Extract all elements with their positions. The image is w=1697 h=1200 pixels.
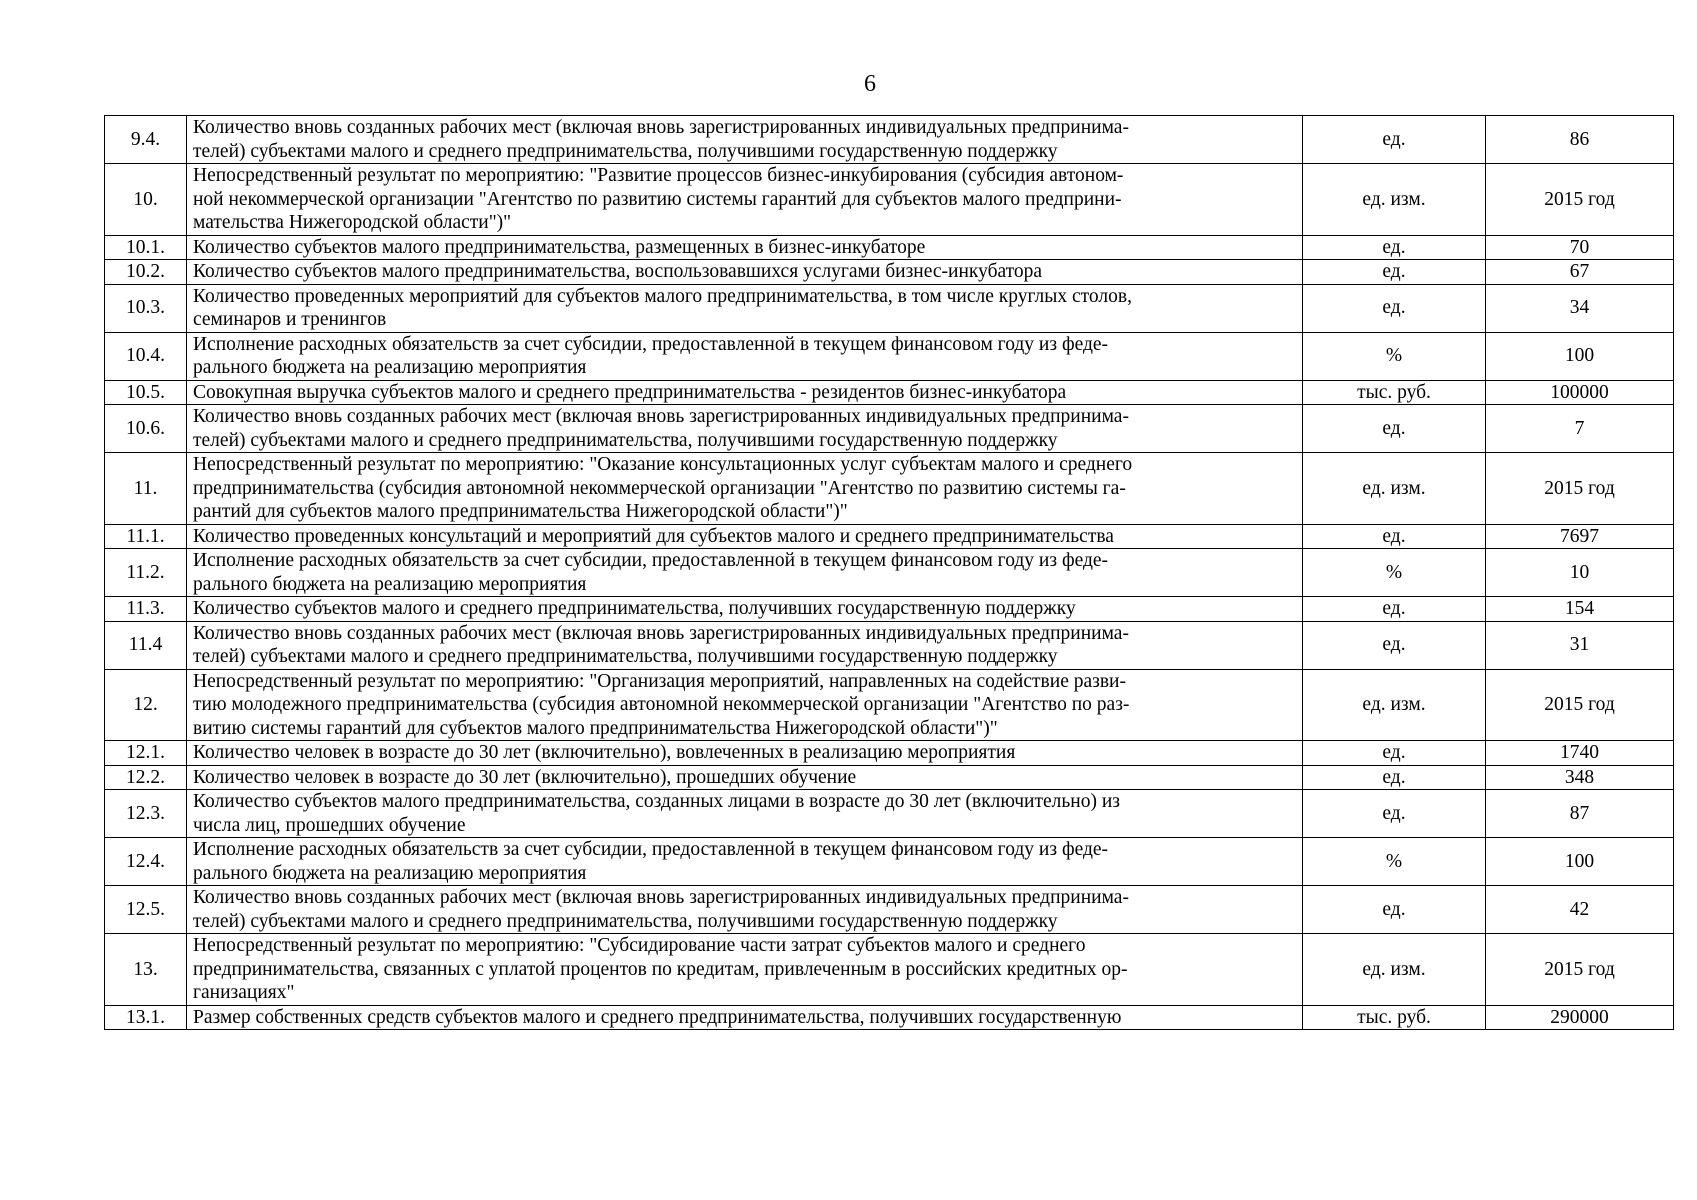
table-row [105, 621, 1674, 669]
value-cell: 348 [1486, 765, 1674, 790]
unit-cell: ед. [1303, 597, 1486, 622]
row-number-cell: 10. [105, 164, 187, 236]
row-number-cell: 11.3. [105, 597, 187, 622]
value-cell: 34 [1486, 284, 1674, 332]
unit-cell: ед. [1303, 524, 1486, 549]
indicator-text-line: Исполнение расходных обязательств за счет субсидии, предоставленной в текущем финансовом году из феде- [193, 550, 1109, 571]
indicator-text-line: Совокупная выручка субъектов малого и среднего предпринимательства - резидентов бизнес-инкубатора [193, 381, 1067, 403]
row-number-cell: 11. [105, 453, 187, 525]
table-body [105, 116, 1674, 1030]
row-number-cell: 9.4. [105, 116, 187, 164]
indicator-text-line: телей) субъектами малого и среднего предпринимательства, получившими государственную поддержку [193, 910, 1058, 932]
table-row [105, 453, 1674, 525]
table-row [105, 332, 1674, 380]
unit-cell: % [1303, 549, 1486, 597]
indicator-text-line: предпринимательства (субсидия автономной некоммерческой организации "Агентство по развитию системы га- [193, 477, 1126, 499]
table-row [105, 235, 1674, 260]
table-row [105, 934, 1674, 1006]
table-row [105, 549, 1674, 597]
indicator-text-line: рантий для субъектов малого предпринимательства Нижегородской области")" [193, 501, 848, 522]
indicator-text-cell [187, 669, 1303, 741]
indicator-text-line: числа лиц, прошедших обучение [193, 814, 466, 836]
value-cell: 2015 год [1486, 934, 1674, 1006]
row-number-cell: 10.6. [105, 405, 187, 453]
unit-cell: тыс. руб. [1303, 380, 1486, 405]
indicator-text-cell [187, 453, 1303, 525]
indicator-text-line: телей) субъектами малого и среднего предпринимательства, получившими государственную поддержку [193, 429, 1058, 451]
table-row [105, 260, 1674, 285]
table-row [105, 116, 1674, 164]
unit-cell: % [1303, 332, 1486, 380]
indicator-text-line: Количество вновь созданных рабочих мест (включая вновь зарегистрированных индивидуальных предпринима- [193, 406, 1129, 427]
unit-cell: ед. изм. [1303, 164, 1486, 236]
table-row [105, 284, 1674, 332]
indicator-text-cell [187, 741, 1303, 766]
indicator-text-line: семинаров и тренингов [193, 309, 387, 330]
indicator-text-line: Количество субъектов малого и среднего предпринимательства, получивших государственную поддержку [193, 598, 1076, 619]
value-cell: 31 [1486, 621, 1674, 669]
table-row [105, 380, 1674, 405]
table-row [105, 838, 1674, 886]
indicator-text-line: Количество проведенных консультаций и мероприятий для субъектов малого и среднего предпринимательства [193, 525, 1114, 547]
row-number-cell: 13.1. [105, 1005, 187, 1030]
unit-cell: ед. [1303, 765, 1486, 790]
indicator-text-cell [187, 405, 1303, 453]
table-row [105, 164, 1674, 236]
row-number-cell: 10.5. [105, 380, 187, 405]
indicator-text-cell [187, 235, 1303, 260]
row-number-cell: 12.5. [105, 886, 187, 934]
row-number-cell: 10.4. [105, 332, 187, 380]
indicator-text-line: тию молодежного предпринимательства (субсидия автономной некоммерческой организации "Агентство по раз- [193, 694, 1130, 715]
indicator-text-cell [187, 621, 1303, 669]
table-row [105, 886, 1674, 934]
page-number: 6 [864, 71, 876, 97]
indicator-text-line: Количество субъектов малого предпринимательства, воспользовавшихся услугами бизнес-инкубатора [193, 261, 1043, 282]
unit-cell: ед. [1303, 741, 1486, 766]
indicator-text-cell [187, 934, 1303, 1006]
indicator-text-cell [187, 164, 1303, 236]
value-cell: 67 [1486, 260, 1674, 285]
indicator-text-line: Количество вновь созданных рабочих мест (включая вновь зарегистрированных индивидуальных предпринима- [193, 117, 1129, 138]
table-row [105, 669, 1674, 741]
row-number-cell: 10.2. [105, 260, 187, 285]
indicator-text-cell [187, 886, 1303, 934]
indicator-text-cell [187, 524, 1303, 549]
row-number-cell: 13. [105, 934, 187, 1006]
row-number-cell: 12.3. [105, 790, 187, 838]
indicator-text-cell [187, 116, 1303, 164]
indicator-text-line: рального бюджета на реализацию мероприятия [193, 862, 587, 884]
value-cell: 87 [1486, 790, 1674, 838]
value-cell: 2015 год [1486, 164, 1674, 236]
indicator-text-line: ной некоммерческой организации "Агентство по развитию системы гарантий для субъектов малого предприни- [193, 188, 1122, 210]
indicator-text-cell [187, 549, 1303, 597]
value-cell: 290000 [1486, 1005, 1674, 1030]
unit-cell: ед. [1303, 116, 1486, 164]
indicator-text-cell [187, 1005, 1303, 1030]
table-row [105, 1005, 1674, 1030]
indicator-text-cell [187, 790, 1303, 838]
indicator-text-cell [187, 260, 1303, 285]
value-cell: 86 [1486, 116, 1674, 164]
indicator-text-line: Непосредственный результат по мероприятию: "Развитие процессов бизнес-инкубирования (субсидия автоном- [193, 165, 1124, 186]
row-number-cell: 10.1. [105, 235, 187, 260]
value-cell: 100 [1486, 838, 1674, 886]
value-cell: 2015 год [1486, 669, 1674, 741]
row-number-cell: 12.2. [105, 765, 187, 790]
indicator-text-line: Количество человек в возрасте до 30 лет (включительно), вовлеченных в реализацию мероприятия [193, 742, 1016, 763]
row-number-cell: 12.1. [105, 741, 187, 766]
row-number-cell: 11.2. [105, 549, 187, 597]
indicator-text-line: Количество вновь созданных рабочих мест (включая вновь зарегистрированных индивидуальных предпринима- [193, 887, 1129, 908]
table-row [105, 524, 1674, 549]
indicator-text-cell [187, 380, 1303, 405]
indicator-text-line: Количество человек в возрасте до 30 лет (включительно), прошедших обучение [193, 766, 857, 788]
indicator-text-line: Количество вновь созданных рабочих мест (включая вновь зарегистрированных индивидуальных предпринима- [193, 622, 1129, 644]
unit-cell: ед. [1303, 790, 1486, 838]
unit-cell: ед. [1303, 405, 1486, 453]
row-number-cell: 10.3. [105, 284, 187, 332]
value-cell: 100000 [1486, 380, 1674, 405]
table-row [105, 790, 1674, 838]
indicator-text-cell [187, 838, 1303, 886]
table-row [105, 765, 1674, 790]
table-row [105, 405, 1674, 453]
value-cell: 1740 [1486, 741, 1674, 766]
unit-cell: ед. [1303, 621, 1486, 669]
table-row [105, 741, 1674, 766]
indicator-text-cell [187, 597, 1303, 622]
value-cell: 7697 [1486, 524, 1674, 549]
unit-cell: ед. [1303, 886, 1486, 934]
indicator-text-line: Непосредственный результат по мероприятию: "Организация мероприятий, направленных на содействие разви- [193, 670, 1126, 692]
indicator-text-line: рального бюджета на реализацию мероприятия [193, 357, 587, 378]
unit-cell: ед. изм. [1303, 934, 1486, 1006]
unit-cell: ед. [1303, 235, 1486, 260]
indicator-text-line: Количество проведенных мероприятий для субъектов малого предпринимательства, в том числе круглых столов, [193, 285, 1132, 307]
unit-cell: ед. [1303, 284, 1486, 332]
indicator-text-line: Размер собственных средств субъектов малого и среднего предпринимательства, получивших государственную [193, 1006, 1122, 1028]
indicator-text-line: предпринимательства, связанных с уплатой процентов по кредитам, привлеченным в российских кредитных ор- [193, 958, 1128, 980]
row-number-cell: 12. [105, 669, 187, 741]
indicator-text-cell [187, 765, 1303, 790]
row-number-cell: 12.4. [105, 838, 187, 886]
indicator-text-line: ганизациях" [193, 982, 295, 1003]
indicator-text-line: телей) субъектами малого и среднего предпринимательства, получившими государственную поддержку [193, 140, 1058, 162]
row-number-cell: 11.1. [105, 524, 187, 549]
indicator-text-line: рального бюджета на реализацию мероприятия [193, 573, 587, 595]
indicator-text-line: Количество субъектов малого предпринимательства, созданных лицами в возрасте до 30 лет (включительно) из [193, 791, 1120, 812]
indicator-text-line: витию системы гарантий для субъектов малого предпринимательства Нижегородской области")" [193, 717, 998, 739]
unit-cell: % [1303, 838, 1486, 886]
indicator-text-cell [187, 332, 1303, 380]
indicator-text-cell [187, 284, 1303, 332]
indicator-text-line: Непосредственный результат по мероприятию: "Субсидирование части затрат субъектов малого и среднего [193, 935, 1086, 956]
value-cell: 7 [1486, 405, 1674, 453]
unit-cell: ед. изм. [1303, 669, 1486, 741]
value-cell: 42 [1486, 886, 1674, 934]
indicator-text-line: Исполнение расходных обязательств за счет субсидии, предоставленной в текущем финансовом году из феде- [193, 839, 1109, 860]
indicator-text-line: Количество субъектов малого предпринимательства, размещенных в бизнес-инкубаторе [193, 236, 926, 258]
table-row [105, 597, 1674, 622]
unit-cell: ед. изм. [1303, 453, 1486, 525]
indicators-table [104, 115, 1674, 1030]
indicator-text-line: телей) субъектами малого и среднего предпринимательства, получившими государственную поддержку [193, 646, 1058, 667]
value-cell: 2015 год [1486, 453, 1674, 525]
value-cell: 10 [1486, 549, 1674, 597]
unit-cell: ед. [1303, 260, 1486, 285]
indicator-text-line: мательства Нижегородской области")" [193, 212, 512, 233]
unit-cell: тыс. руб. [1303, 1005, 1486, 1030]
value-cell: 70 [1486, 235, 1674, 260]
indicator-text-line: Непосредственный результат по мероприятию: "Оказание консультационных услуг субъектам малого и среднего [193, 454, 1133, 475]
indicator-text-line: Исполнение расходных обязательств за счет субсидии, предоставленной в текущем финансовом году из феде- [193, 333, 1109, 355]
value-cell: 154 [1486, 597, 1674, 622]
row-number-cell: 11.4 [105, 621, 187, 669]
value-cell: 100 [1486, 332, 1674, 380]
